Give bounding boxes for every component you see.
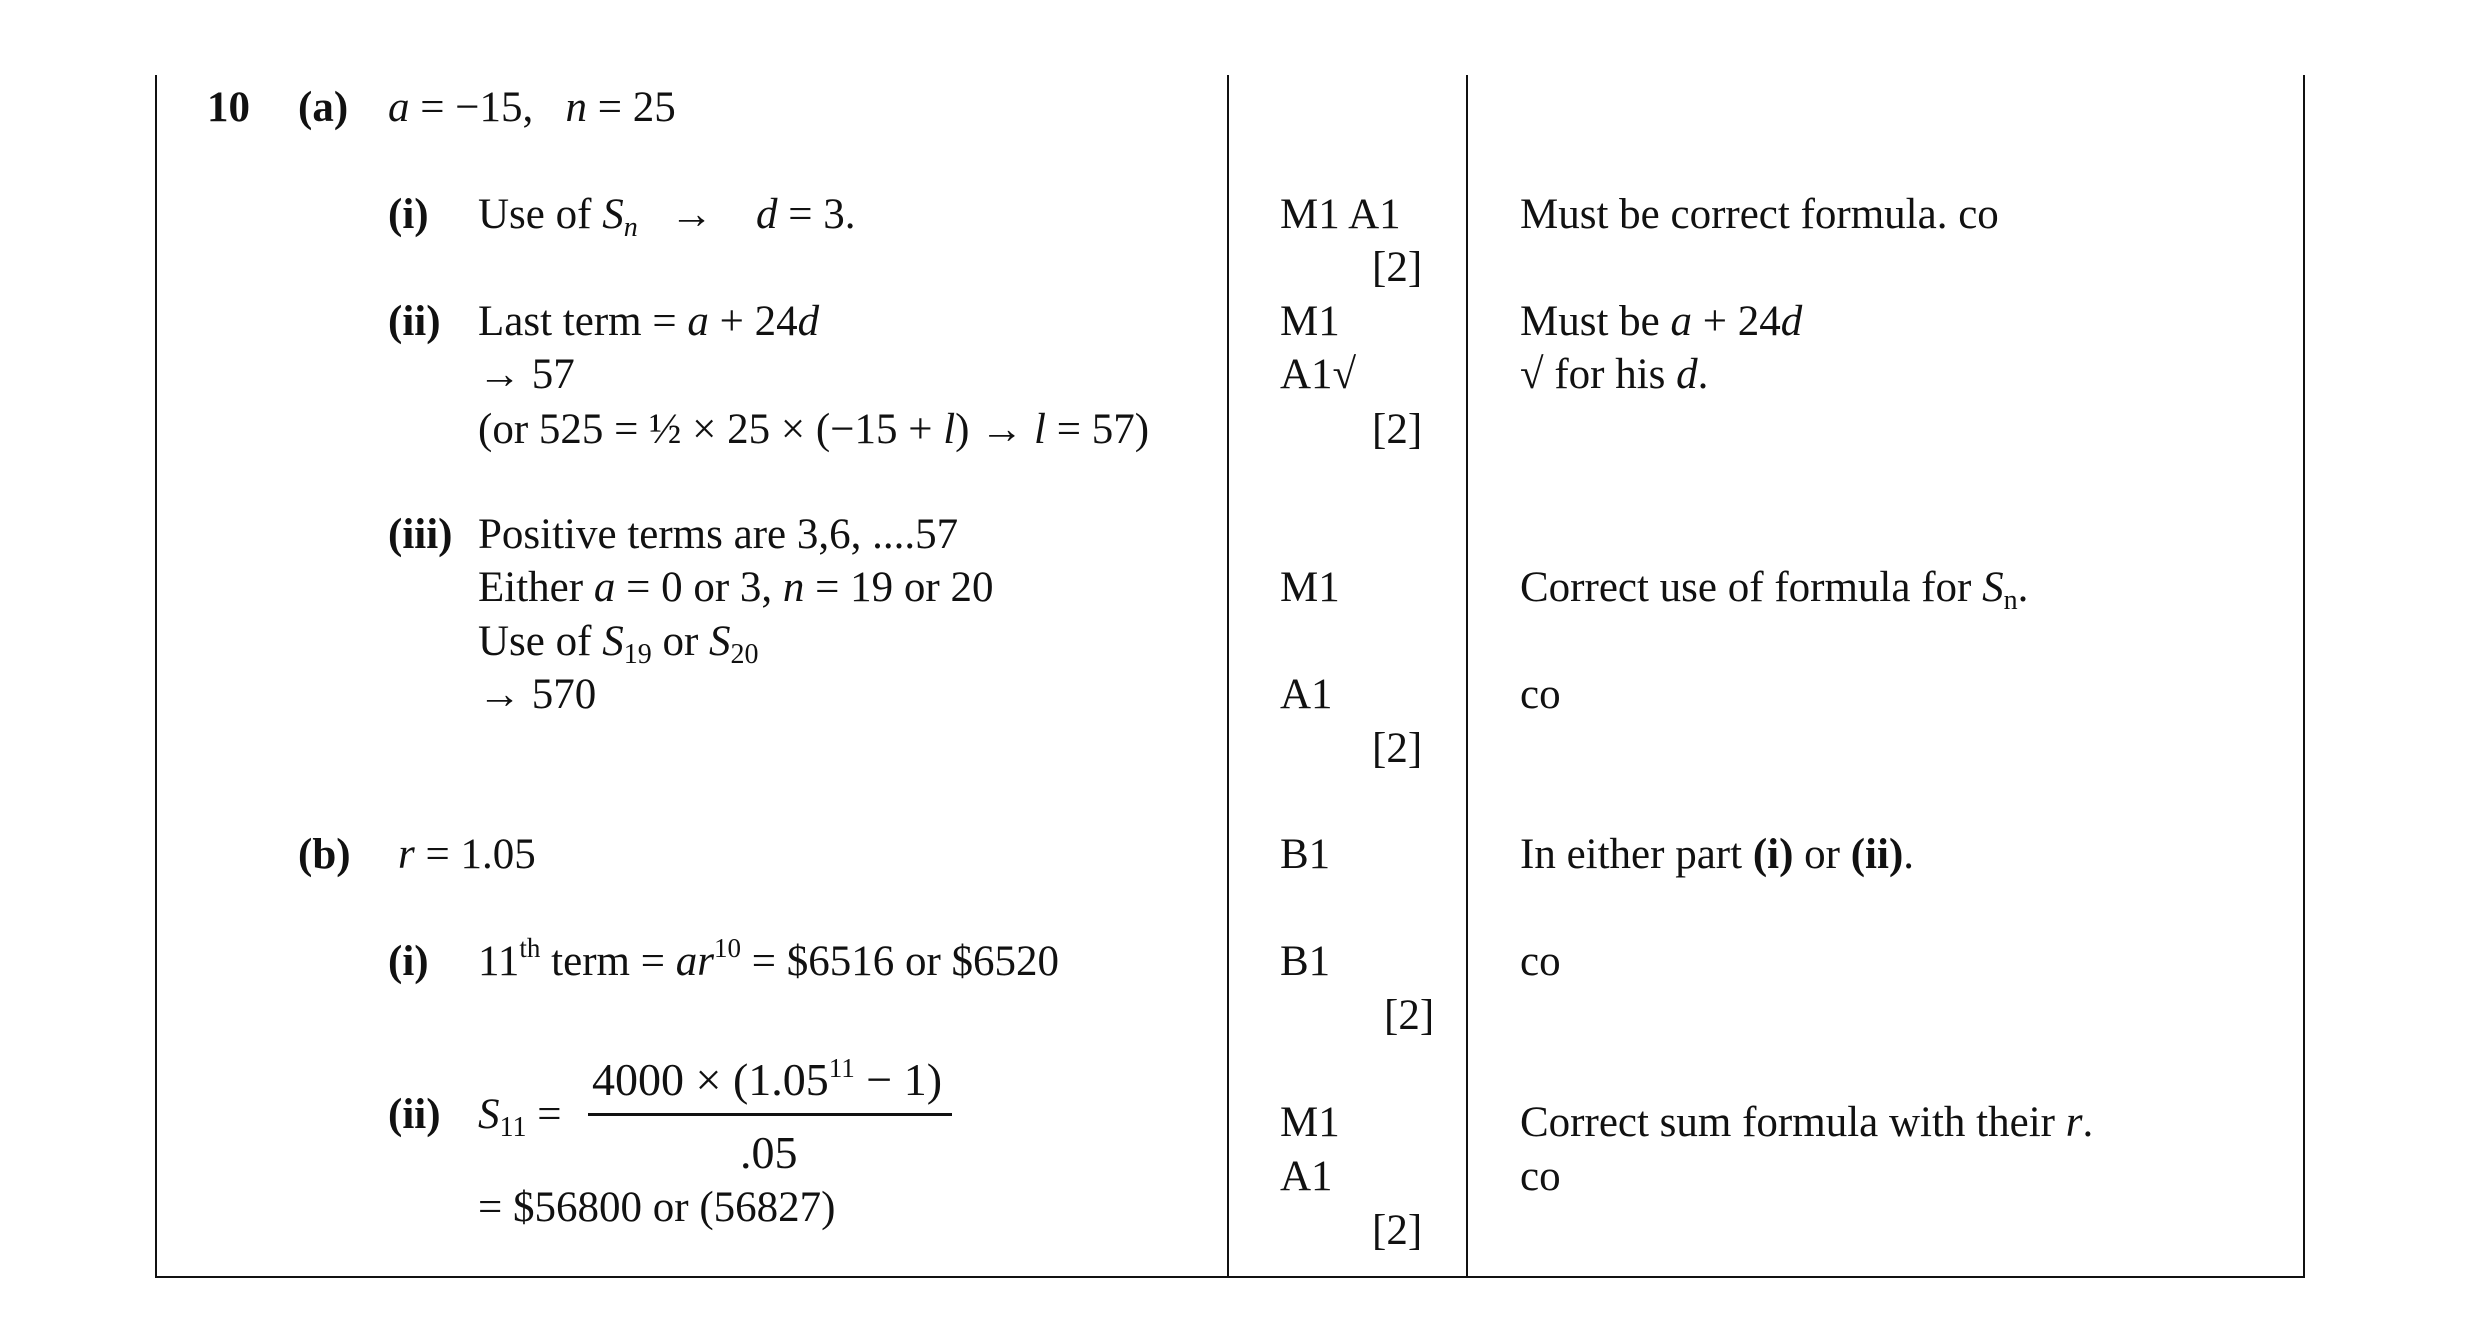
part-b-ii-comment1: Correct sum formula with their r.: [1520, 1099, 2094, 1146]
part-a-iii-total: [2]: [1372, 725, 1423, 772]
part-b-i-total: [2]: [1384, 992, 1435, 1039]
part-a-iii-line4: → 570: [478, 671, 597, 718]
table-bottom-border: [155, 1276, 2305, 1278]
part-b-ii-total: [2]: [1372, 1207, 1423, 1254]
part-a-label: (a): [298, 84, 349, 131]
part-a-ii-mark2: A1√: [1280, 351, 1357, 398]
part-a-ii-comment1: Must be a + 24d: [1520, 298, 1803, 345]
part-a-iii-mark1: M1: [1280, 564, 1340, 611]
part-b-label: (b): [298, 831, 351, 878]
part-a-i-working: Use of $S_n$ → d = 3.: [478, 191, 856, 243]
part-a-ii-mark1: M1: [1280, 298, 1340, 345]
part-a-ii-line1: Last term = a + 24d: [478, 298, 820, 345]
part-a-i-comment: Must be correct formula. co: [1520, 191, 1999, 238]
table-left-border: [155, 75, 157, 1278]
part-a-iii-line2: Either a = 0 or 3, n = 19 or 20: [478, 564, 994, 611]
part-a-iii-comment2: co: [1520, 671, 1561, 718]
part-a-i-marks: M1 A1: [1280, 191, 1401, 238]
part-b-ii-mark1: M1: [1280, 1099, 1340, 1146]
table-right-border: [2303, 75, 2305, 1278]
part-b-ii-mark2: A1: [1280, 1153, 1333, 1200]
part-a-i-label: (i): [388, 191, 429, 238]
part-b-ii-sum-symbol: $S_{11}$ =: [478, 1091, 562, 1143]
part-a-ii-line3: (or 525 = ½ × 25 × (−15 + l) → l = 57): [478, 406, 1150, 453]
part-a-iii-mark2: A1: [1280, 671, 1333, 718]
part-b-ii-result: = $56800 or (56827): [478, 1184, 836, 1231]
part-b-ii-numerator: $4000 \times (1.05^{11} - 1)$: [592, 1053, 943, 1105]
part-b-given-mark: B1: [1280, 831, 1331, 878]
part-b-i-label: (i): [388, 938, 429, 985]
part-a-iii-label: (iii): [388, 511, 453, 558]
table-divider-comments: [1466, 75, 1468, 1278]
part-b-given: r = 1.05: [398, 831, 536, 878]
part-a-ii-total: [2]: [1372, 406, 1423, 453]
part-a-ii-line2: → 57: [478, 351, 575, 398]
part-b-given-comment: In either part (i) or (ii).: [1520, 831, 1915, 878]
part-b-i-comment: co: [1520, 938, 1561, 985]
part-a-iii-line3: Use of $S_{19}$ or $S_{20}$: [478, 618, 759, 670]
part-b-i-marks: B1: [1280, 938, 1331, 985]
part-a-ii-label: (ii): [388, 298, 441, 345]
part-b-ii-label: (ii): [388, 1091, 441, 1138]
part-b-i-working: 11th term = $ar^{10}$ = $6516 or $6520: [478, 933, 1060, 985]
part-a-iii-comment1: Correct use of formula for $S_n$.: [1520, 564, 2029, 616]
part-a-iii-line1: Positive terms are 3,6, ....57: [478, 511, 959, 558]
part-b-ii-comment2: co: [1520, 1153, 1561, 1200]
question-number: 10: [207, 84, 250, 131]
part-a-given: a = −15, n = 25: [388, 84, 676, 131]
part-b-ii-denominator: .05: [740, 1127, 798, 1178]
part-a-ii-comment2: √ for his d.: [1520, 351, 1709, 398]
table-divider-marks: [1227, 75, 1229, 1278]
part-a-i-total: [2]: [1372, 244, 1423, 291]
part-b-ii-fraction-bar: [588, 1113, 952, 1116]
